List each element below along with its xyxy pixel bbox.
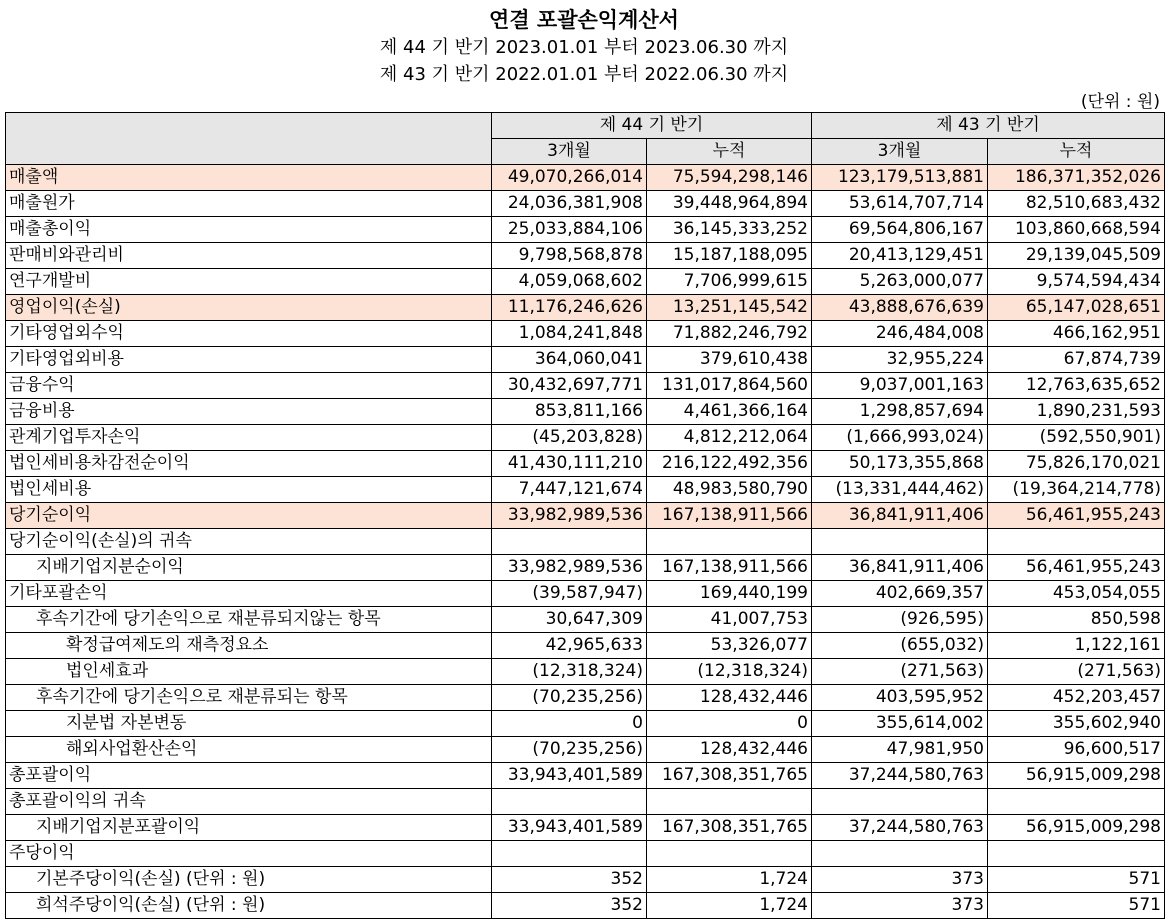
row-label: 법인세효과 xyxy=(6,659,492,685)
row-value xyxy=(647,529,812,555)
row-value: 355,602,940 xyxy=(988,711,1165,737)
row-value: 1,724 xyxy=(647,867,812,893)
header-cumulative-43: 누적 xyxy=(988,139,1165,165)
row-label: 매출원가 xyxy=(6,191,492,217)
row-value: 216,122,492,356 xyxy=(647,451,812,477)
row-value: 33,943,401,589 xyxy=(492,763,647,789)
row-value: 75,826,170,021 xyxy=(988,451,1165,477)
row-value: 25,033,884,106 xyxy=(492,217,647,243)
table-row xyxy=(6,217,1165,243)
row-label: 당기순이익 xyxy=(6,503,492,529)
row-value: 128,432,446 xyxy=(647,737,812,763)
row-value: 53,614,707,714 xyxy=(812,191,988,217)
row-value: (926,595) xyxy=(812,607,988,633)
row-value: (13,331,444,462) xyxy=(812,477,988,503)
row-value: 37,244,580,763 xyxy=(812,815,988,841)
row-value: (1,666,993,024) xyxy=(812,425,988,451)
row-value: (592,550,901) xyxy=(988,425,1165,451)
row-value: 4,812,212,064 xyxy=(647,425,812,451)
row-value: 36,841,911,406 xyxy=(812,503,988,529)
header-3month-44: 3개월 xyxy=(492,139,647,165)
row-value: 466,162,951 xyxy=(988,321,1165,347)
row-value: 71,882,246,792 xyxy=(647,321,812,347)
row-value: 32,955,224 xyxy=(812,347,988,373)
row-value: 39,448,964,894 xyxy=(647,191,812,217)
row-value: 20,413,129,451 xyxy=(812,243,988,269)
row-value: 373 xyxy=(812,867,988,893)
period-prior: 제 43 기 반기 2022.01.01 부터 2022.06.30 까지 xyxy=(379,64,789,85)
row-value: (19,364,214,778) xyxy=(988,477,1165,503)
row-value: 56,461,955,243 xyxy=(988,503,1165,529)
row-value: 1,122,161 xyxy=(988,633,1165,659)
row-label: 희석주당이익(손실) (단위 : 원) xyxy=(6,893,492,919)
row-value xyxy=(812,529,988,555)
row-value: 246,484,008 xyxy=(812,321,988,347)
row-value xyxy=(988,841,1165,867)
row-value xyxy=(647,789,812,815)
income-statement-table xyxy=(5,112,1165,919)
statement-title: 연결 포괄손익계산서 xyxy=(489,8,679,32)
row-value: 33,943,401,589 xyxy=(492,815,647,841)
row-label: 매출총이익 xyxy=(6,217,492,243)
row-label: 해외사업환산손익 xyxy=(6,737,492,763)
table-row xyxy=(6,607,1165,633)
row-label: 금융수익 xyxy=(6,373,492,399)
row-label: 당기순이익(손실)의 귀속 xyxy=(6,529,492,555)
row-value: (655,032) xyxy=(812,633,988,659)
row-value: 402,669,357 xyxy=(812,581,988,607)
row-value: 4,059,068,602 xyxy=(492,269,647,295)
row-value: 403,595,952 xyxy=(812,685,988,711)
header-cumulative-44: 누적 xyxy=(647,139,812,165)
header-3month-43: 3개월 xyxy=(812,139,988,165)
row-value xyxy=(647,841,812,867)
row-label: 기타영업외수익 xyxy=(6,321,492,347)
row-value: 4,461,366,164 xyxy=(647,399,812,425)
row-label: 기본주당이익(손실) (단위 : 원) xyxy=(6,867,492,893)
row-value: 24,036,381,908 xyxy=(492,191,647,217)
row-value: 82,510,683,432 xyxy=(988,191,1165,217)
row-value: 123,179,513,881 xyxy=(812,165,988,191)
table-row xyxy=(6,711,1165,737)
row-value: 9,798,568,878 xyxy=(492,243,647,269)
table-row xyxy=(6,867,1165,893)
row-value: 56,915,009,298 xyxy=(988,815,1165,841)
row-value: 1,298,857,694 xyxy=(812,399,988,425)
table-row xyxy=(6,737,1165,763)
row-value: 452,203,457 xyxy=(988,685,1165,711)
table-row xyxy=(6,347,1165,373)
row-value: 186,371,352,026 xyxy=(988,165,1165,191)
row-value: 7,447,121,674 xyxy=(492,477,647,503)
row-label: 법인세비용 xyxy=(6,477,492,503)
row-value: 65,147,028,651 xyxy=(988,295,1165,321)
table-row xyxy=(6,191,1165,217)
row-value: 1,084,241,848 xyxy=(492,321,647,347)
row-label: 법인세비용차감전순이익 xyxy=(6,451,492,477)
row-value: 9,574,594,434 xyxy=(988,269,1165,295)
row-value: (45,203,828) xyxy=(492,425,647,451)
row-value: 15,187,188,095 xyxy=(647,243,812,269)
row-label: 총포괄이익의 귀속 xyxy=(6,789,492,815)
row-value: (70,235,256) xyxy=(492,685,647,711)
row-value: 128,432,446 xyxy=(647,685,812,711)
row-value: (271,563) xyxy=(812,659,988,685)
row-value: 12,763,635,652 xyxy=(988,373,1165,399)
unit-label: (단위 : 원) xyxy=(1080,92,1160,112)
row-value: 33,982,989,536 xyxy=(492,503,647,529)
row-value: 36,841,911,406 xyxy=(812,555,988,581)
row-value: 1,890,231,593 xyxy=(988,399,1165,425)
row-value xyxy=(988,789,1165,815)
row-value xyxy=(812,789,988,815)
row-label: 지배기업지분포괄이익 xyxy=(6,815,492,841)
table-row xyxy=(6,425,1165,451)
row-value xyxy=(988,529,1165,555)
row-value: 167,138,911,566 xyxy=(647,503,812,529)
table-row xyxy=(6,659,1165,685)
row-value: 30,647,309 xyxy=(492,607,647,633)
row-value: 69,564,806,167 xyxy=(812,217,988,243)
row-value: 56,915,009,298 xyxy=(988,763,1165,789)
row-value: 571 xyxy=(988,867,1165,893)
row-value: (39,587,947) xyxy=(492,581,647,607)
row-value: 29,139,045,509 xyxy=(988,243,1165,269)
row-value: 167,138,911,566 xyxy=(647,555,812,581)
row-value: 571 xyxy=(988,893,1165,919)
table-row xyxy=(6,555,1165,581)
table-row xyxy=(6,165,1165,191)
header-period-44: 제 44 기 반기 xyxy=(492,113,812,139)
row-value: 5,263,000,077 xyxy=(812,269,988,295)
row-value: 11,176,246,626 xyxy=(492,295,647,321)
row-label: 지배기업지분순이익 xyxy=(6,555,492,581)
row-value: 48,983,580,790 xyxy=(647,477,812,503)
row-value: 167,308,351,765 xyxy=(647,763,812,789)
row-value: (12,318,324) xyxy=(647,659,812,685)
row-value: 67,874,739 xyxy=(988,347,1165,373)
header-period-43: 제 43 기 반기 xyxy=(812,113,1165,139)
table-row xyxy=(6,373,1165,399)
table-row xyxy=(6,503,1165,529)
header-row-periods xyxy=(6,113,1165,139)
header-label-cell xyxy=(6,113,492,165)
row-value: 30,432,697,771 xyxy=(492,373,647,399)
table-row xyxy=(6,685,1165,711)
row-label: 매출액 xyxy=(6,165,492,191)
table-row xyxy=(6,763,1165,789)
table-row xyxy=(6,529,1165,555)
row-value: 355,614,002 xyxy=(812,711,988,737)
row-value: 103,860,668,594 xyxy=(988,217,1165,243)
row-label: 관계기업투자손익 xyxy=(6,425,492,451)
row-value: 9,037,001,163 xyxy=(812,373,988,399)
table-row xyxy=(6,815,1165,841)
period-current: 제 44 기 반기 2023.01.01 부터 2023.06.30 까지 xyxy=(379,37,789,58)
row-value: 379,610,438 xyxy=(647,347,812,373)
row-value: 13,251,145,542 xyxy=(647,295,812,321)
row-value: 43,888,676,639 xyxy=(812,295,988,321)
row-value: 352 xyxy=(492,893,647,919)
row-label: 연구개발비 xyxy=(6,269,492,295)
row-value: (12,318,324) xyxy=(492,659,647,685)
row-value: 36,145,333,252 xyxy=(647,217,812,243)
row-label: 지분법 자본변동 xyxy=(6,711,492,737)
row-value: 0 xyxy=(492,711,647,737)
row-label: 기타포괄손익 xyxy=(6,581,492,607)
row-value: 352 xyxy=(492,867,647,893)
row-value: 50,173,355,868 xyxy=(812,451,988,477)
row-label: 총포괄이익 xyxy=(6,763,492,789)
table-row xyxy=(6,321,1165,347)
row-value: 37,244,580,763 xyxy=(812,763,988,789)
table-row xyxy=(6,789,1165,815)
row-value: 42,965,633 xyxy=(492,633,647,659)
row-label: 기타영업외비용 xyxy=(6,347,492,373)
row-value: 131,017,864,560 xyxy=(647,373,812,399)
table-row xyxy=(6,451,1165,477)
row-value: 96,600,517 xyxy=(988,737,1165,763)
row-value xyxy=(812,841,988,867)
table-row xyxy=(6,295,1165,321)
row-label: 판매비와관리비 xyxy=(6,243,492,269)
row-label: 영업이익(손실) xyxy=(6,295,492,321)
row-value xyxy=(492,789,647,815)
row-value xyxy=(492,529,647,555)
row-label: 후속기간에 당기손익으로 재분류되는 항목 xyxy=(6,685,492,711)
row-value: 167,308,351,765 xyxy=(647,815,812,841)
table-row xyxy=(6,269,1165,295)
table-row xyxy=(6,399,1165,425)
row-label: 후속기간에 당기손익으로 재분류되지않는 항목 xyxy=(6,607,492,633)
row-value: 1,724 xyxy=(647,893,812,919)
row-value: (271,563) xyxy=(988,659,1165,685)
row-value: 53,326,077 xyxy=(647,633,812,659)
row-value: 33,982,989,536 xyxy=(492,555,647,581)
row-value: 853,811,166 xyxy=(492,399,647,425)
table-row xyxy=(6,633,1165,659)
row-value: 75,594,298,146 xyxy=(647,165,812,191)
row-value: 364,060,041 xyxy=(492,347,647,373)
row-value: 7,706,999,615 xyxy=(647,269,812,295)
row-value: 41,430,111,210 xyxy=(492,451,647,477)
table-row xyxy=(6,477,1165,503)
row-label: 금융비용 xyxy=(6,399,492,425)
row-label: 주당이익 xyxy=(6,841,492,867)
row-value: 373 xyxy=(812,893,988,919)
row-value: 49,070,266,014 xyxy=(492,165,647,191)
row-value: 47,981,950 xyxy=(812,737,988,763)
row-value: (70,235,256) xyxy=(492,737,647,763)
table-row xyxy=(6,841,1165,867)
row-value: 56,461,955,243 xyxy=(988,555,1165,581)
row-label: 확정급여제도의 재측정요소 xyxy=(6,633,492,659)
row-value: 850,598 xyxy=(988,607,1165,633)
table-row xyxy=(6,243,1165,269)
row-value: 453,054,055 xyxy=(988,581,1165,607)
table-row xyxy=(6,581,1165,607)
row-value xyxy=(492,841,647,867)
row-value: 0 xyxy=(647,711,812,737)
table-row xyxy=(6,893,1165,919)
row-value: 41,007,753 xyxy=(647,607,812,633)
row-value: 169,440,199 xyxy=(647,581,812,607)
